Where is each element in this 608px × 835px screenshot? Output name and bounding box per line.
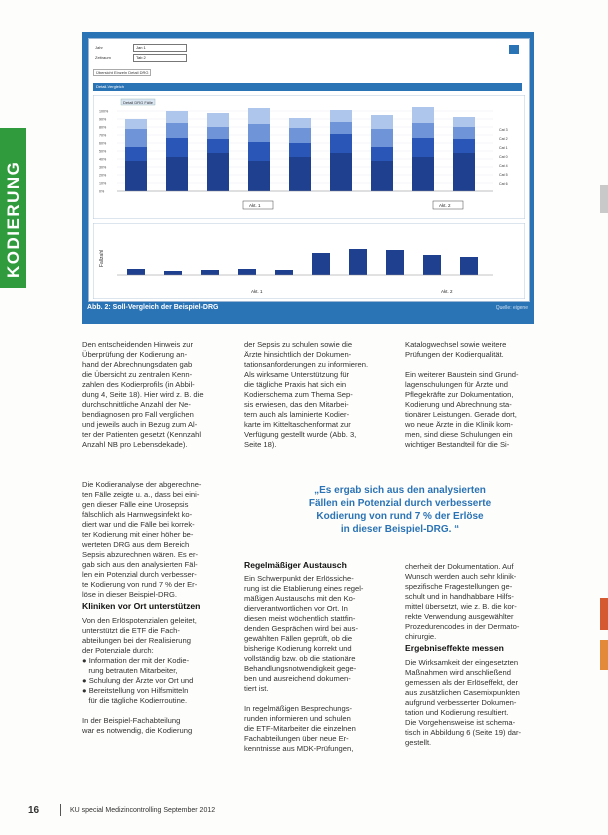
col3-bottom-line: chirurgie. [405,632,437,641]
top-chart-bar-segment [166,123,188,138]
col3-bottom-line: Wunsch werden auch sehr klinik- [405,572,517,581]
col1-end-line: In der Beispiel-Fachabteilung [82,716,181,725]
top-chart-tick-label: 100% [99,109,109,114]
col1-mid-line: löse in dieser Beispiel-DRG. [82,590,177,599]
col1-top-line: bendiagnosen pro Fall verglichen [82,410,194,419]
col3-top-line: Prüfungen der Kodierqualität. [405,350,504,359]
col1-top-line: Überprüfung der Kodierung an- [82,350,188,359]
col1-mid-line: ter Kodierung mit einer höher be- [82,530,194,539]
bottom-chart-bar [312,253,330,275]
select-1-value: Jan 1 [136,45,146,50]
col3-top-line: men, sind diese Schulungen ein [405,430,513,439]
col3-bottom-line: cherheit der Dokumentation. Auf [405,562,514,571]
bottom-chart-bar [238,269,256,275]
top-chart-bar-segment [330,110,352,122]
edge-tab-orange-1 [600,598,608,630]
top-chart-bar-segment [412,107,434,123]
bottom-chart [93,223,525,299]
col2-top-line: tern auch als laminierte Kodier- [244,410,350,419]
col2-top-line: Verfügung gestellt wurde (Abb. 3, [244,430,357,439]
top-chart-bar-segment [289,157,311,191]
top-chart-bar-segment [412,157,434,191]
col2-top-line: Ärzte hinsichtlich der Dokumen- [244,350,352,359]
top-chart-bar-segment [371,147,393,161]
figure-caption: Abb. 2: Soll-Vergleich der Beispiel-DRG [87,304,219,311]
col1-top-line: zahlen des Kodierprofils (in Abbil- [82,380,195,389]
col2-top-line: Kodierschema zum Thema Sep- [244,390,353,399]
top-chart-bar-segment [248,161,270,191]
top-chart-bar-segment [166,157,188,191]
col3-bottom-line: spezifische Fragestellungen ge- [405,582,513,591]
top-chart-right-label: Cat 3 [499,128,508,132]
footer-divider [60,804,61,816]
pull-quote [290,484,510,536]
col1-para-3 [82,616,232,656]
col1-para-1 [82,340,232,450]
col1-top-line: dung 4, Seite 18). Hier wird z. B. die [82,390,204,399]
top-chart-bar-segment [330,134,352,153]
col2-bottom-line: mäßigen Austauschs mit den Ko- [244,594,356,603]
top-chart-bar-segment [289,128,311,143]
bottom-chart-bar [164,271,182,275]
col2-bottom-line: die ETF-Mitarbeiter die einzelnen [244,724,356,733]
col2-bottom-line: denden Gesprächen wird bei aus- [244,624,358,633]
top-chart-bar-segment [166,138,188,157]
edge-tab-grey [600,185,608,213]
bottom-group-label-2: Akt. 2 [441,289,453,294]
col1-mid-line: ten Fälle zeigte u. a., dass bei eini- [82,490,200,499]
col2-bottom-line: Fachabteilungen über neue Er- [244,734,349,743]
col3-top-line: wo neue Ärzte in die Klinik kom- [405,420,514,429]
top-chart-bar-segment [289,143,311,157]
top-chart-bar-segment [412,138,434,157]
top-chart-bar-segment [371,161,393,191]
top-chart-tick-label: 90% [99,117,107,122]
control-label-1: Jahr [95,45,103,50]
quote-line: in dieser Beispiel-DRG. “ [340,524,460,535]
col1-top-line: und jeweils auch in Bezug zum Al- [82,420,198,429]
col2-bottom-line: vollständig bzw. ob die stationäre [244,654,356,663]
col2-para-1 [244,340,394,450]
bottom-group-label-1: Akt. 1 [251,289,263,294]
edge-tab-orange-2 [600,640,608,670]
top-chart-bar-segment [125,161,147,191]
top-chart-right-label: Cat 0 [499,155,508,159]
col2-top-line: Seite 18). [244,440,277,449]
page-number: 16 [28,805,40,816]
top-chart-tick-label: 20% [99,173,107,178]
col1-mid-line: Sepsis abzurechnen wären. Es er- [82,550,199,559]
col3-top-line: Katalogwechsel sowie weitere [405,340,507,349]
col2-bottom-line: ben und ausreichend dokumen- [244,674,351,683]
col2-bottom-line [244,694,394,704]
top-chart-bar-segment [207,139,229,153]
figure-screenshot [88,38,530,302]
col2-bottom-line: Ein Schwerpunkt der Erlössiche- [244,574,354,583]
col2-top-line: tationsanforderungen zu informieren. [244,360,369,369]
bottom-chart-ylabel: Fallzahl [99,249,105,267]
top-chart-tick-label: 60% [99,141,107,146]
figure-caption-bar [82,302,534,316]
bottom-chart-bar [275,270,293,275]
top-chart-bar-segment [453,117,475,127]
bottom-chart-bar [460,257,478,275]
export-icon[interactable] [509,45,519,54]
quote-line: „Es ergab sich aus den analysierten [314,485,486,496]
col2-top-line: sis erwiesen, das den Mitarbei- [244,400,349,409]
col1-mid-line: te Kodierung von rund 7 % der Er- [82,580,198,589]
col1-top-line: ter der Patienten gesetzt (Kennzahl [82,430,202,439]
col2-bottom-line: In regelmäßigen Besprechungs- [244,704,353,713]
col3-end-line: Die Vorgehensweise ist schema- [405,718,516,727]
col3-end-line: gemessen als der Erlöseffekt, der [405,678,518,687]
col1-bottom-line: unterstützt die ETF die Fach- [82,626,180,635]
col2-heading: Regelmäßiger Austausch [244,560,347,570]
col3-top-line: Kodierung und Abrechnung sta- [405,400,512,409]
col2-para-2 [244,574,394,754]
bullet-item-3-cont: für die tägliche Kodierroutine. [88,696,188,705]
col2-bottom-line: rung ist die Etablierung eines regel- [244,584,364,593]
top-chart-bar-segment [453,127,475,139]
bullet-item-2: ● Schulung der Ärzte vor Ort und [82,676,194,685]
col3-top-line: Ein weiterer Baustein sind Grund- [405,370,519,379]
top-chart-bars [125,107,475,191]
select-2[interactable] [133,54,187,62]
col3-top-line: lagenschulungen für Ärzte und [405,380,509,389]
top-chart-bar-segment [371,129,393,147]
figure-source: Quelle: eigene [495,305,528,311]
col3-top-line: tionärer Leistungen. Gerade dort, [405,410,517,419]
top-chart-tick-label: 0% [99,189,105,194]
bottom-chart-bar [127,269,145,275]
col1-top-line: durchschnittliche Anzahl der Ne- [82,400,191,409]
top-chart-bar-segment [453,153,475,191]
top-chart-right-label: Cat 6 [499,182,508,186]
panel-title-bar: Detail-Vergleich [93,83,522,91]
col1-para-4 [82,716,232,736]
top-group-label-1: Akt. 1 [249,203,261,208]
col1-top-line: Den entscheidenden Hinweis zur [82,340,194,349]
col3-para-1 [405,340,555,450]
col2-bottom-line: Behandlungsnotwendigkeit gege- [244,664,357,673]
col3-end-line: aufgrund verbesserter Dokumen- [405,698,517,707]
col3-top-line [405,360,555,370]
top-chart-tick-label: 30% [99,165,107,170]
col2-bottom-line: runden informieren und schulen [244,714,351,723]
col1-end-line: war es notwendig, die Kodierung [82,726,193,735]
col2-bottom-line: gewählten Fällen geprüft, ob die [244,634,353,643]
col2-top-line: die tägliche Praxis hat sich ein [244,380,347,389]
col1-para-2 [82,480,232,600]
top-chart-right-label: Cat 1 [499,146,508,150]
top-chart-bar-segment [289,118,311,128]
col3-para-2 [405,562,555,642]
col1-top-line: Anzahl NB pro Lebensdekade). [82,440,188,449]
col2-bottom-line: tiert ist. [244,684,269,693]
col1-mid-line: len ein Potenzial durch verbesser- [82,570,197,579]
top-chart-bar-segment [248,142,270,161]
control-label-2: Zeitraum [95,55,111,60]
col2-top-line: karte im Kitteltaschenformat zur [244,420,351,429]
top-chart-bar-segment [248,124,270,142]
col3-bottom-line: mittel übersetzt, wie z. B. die kor- [405,602,517,611]
top-chart-bar-segment [412,123,434,138]
bottom-chart-bar [349,249,367,275]
top-group-label-2: Akt. 2 [439,203,451,208]
top-chart-bar-segment [125,129,147,147]
top-chart-tick-label: 10% [99,181,107,186]
bullet-item-1: ● Information der mit der Kodie- [82,656,190,665]
col3-bottom-line: rekte Verwendung ausgewählter [405,612,514,621]
top-chart-bar-segment [330,122,352,134]
top-chart-bar-segment [371,115,393,129]
bottom-chart-bar [201,270,219,275]
col3-bottom-line: schult und in handhabbare Hilfs- [405,592,514,601]
col1-top-line: die Übersicht zu zentralen Kenn- [82,370,193,379]
top-chart-bar-segment [330,153,352,191]
col1-heading: Kliniken vor Ort unterstützen [82,601,201,611]
bullet-item-1-cont: rung betrauten Mitarbeiter, [88,666,178,675]
select-1[interactable] [133,44,187,52]
col3-heading: Ergebniseffekte messen [405,643,504,653]
col3-end-line: Die Wirksamkeit der eingesetzten [405,658,519,667]
footer-text: KU special Medizincontrolling September 2012 [70,807,216,814]
select-2-value: Tab 2 [136,55,146,60]
view-tabs[interactable]: Übersicht Einzeln Detail DRG [93,69,151,76]
col2-bottom-line: dierverantwortlichen vor Ort. In [244,604,348,613]
quote-line: Fällen ein Potenzial durch verbesserte [308,498,492,509]
bottom-chart-bar [423,255,441,275]
col1-mid-line: gen dieser Fälle eine Urosepsis [82,500,189,509]
col1-bullets [82,656,232,706]
top-chart-tick-label: 50% [99,149,107,154]
col3-para-3 [405,658,555,748]
top-chart-bar-segment [248,108,270,124]
col3-end-line: aus zusätzlichen Casemixpunkten [405,688,520,697]
top-chart-bar-segment [125,147,147,161]
section-tab-label: KODIERUNG [4,160,23,278]
col3-end-line: tation und Kodierung resultiert. [405,708,509,717]
section-tab [0,128,26,288]
col3-end-line: gestellt. [405,738,432,747]
col1-bottom-line: der Potenziale durch: [82,646,154,655]
bottom-chart-bar [386,250,404,275]
top-chart-bar-segment [207,113,229,127]
quote-line: Kodierung von rund 7 % der Erlöse [316,511,484,522]
top-chart-tick-label: 70% [99,133,107,138]
col1-mid-line: werteten DRG aus dem Bereich [82,540,190,549]
top-chart-legend: Detail DRG Fälle [123,100,154,105]
col3-bottom-line: Prozedurencodes in der Dermato- [405,622,520,631]
top-chart-right-label: Cat 5 [499,173,508,177]
top-chart [93,95,525,219]
col3-top-line: Pflegekräfte zur Dokumentation, [405,390,514,399]
col1-mid-line: gab sich aus den analysierten Fäl- [82,560,198,569]
bullet-item-3: ● Bereitstellung von Hilfsmitteln [82,686,189,695]
col1-bottom-line: Von den Erlöspotenzialen geleitet, [82,616,197,625]
col2-bottom-line: kenntnisse aus MDK-Prüfungen, [244,744,354,753]
top-chart-right-label: Cat 2 [499,137,508,141]
top-chart-bar-segment [207,127,229,139]
top-chart-bar-segment [207,153,229,191]
top-chart-right-label: Cat 4 [499,164,508,168]
col1-bottom-line: abteilungen bei der Realisierung [82,636,191,645]
col2-top-line: Als wirksame Unterstützung für [244,370,350,379]
col2-top-line: der Sepsis zu schulen sowie die [244,340,353,349]
top-chart-bar-segment [166,111,188,123]
top-chart-bar-segment [453,139,475,153]
top-chart-bar-segment [125,119,147,129]
col2-bottom-line: bisherige Kodierung korrekt und [244,644,352,653]
col1-mid-line: Die Kodieranalyse der abgerechne- [82,480,202,489]
top-chart-tick-label: 40% [99,157,107,162]
col1-mid-line: fälschlich als Harnwegsinfekt ko- [82,510,193,519]
col3-top-line: wichtiger Bestandteil für die Si- [405,440,510,449]
top-chart-tick-label: 80% [99,125,107,130]
col3-end-line: tisch in Abbildung 6 (Seite 19) dar- [405,728,522,737]
col3-end-line: Maßnahmen wird anschließend [405,668,511,677]
col1-mid-line: diert war und die Fälle bei korrek- [82,520,195,529]
col2-bottom-line: diesen meist wöchentlich stattfin- [244,614,356,623]
col1-top-line: hand der Abrechnungsdaten gab [82,360,193,369]
